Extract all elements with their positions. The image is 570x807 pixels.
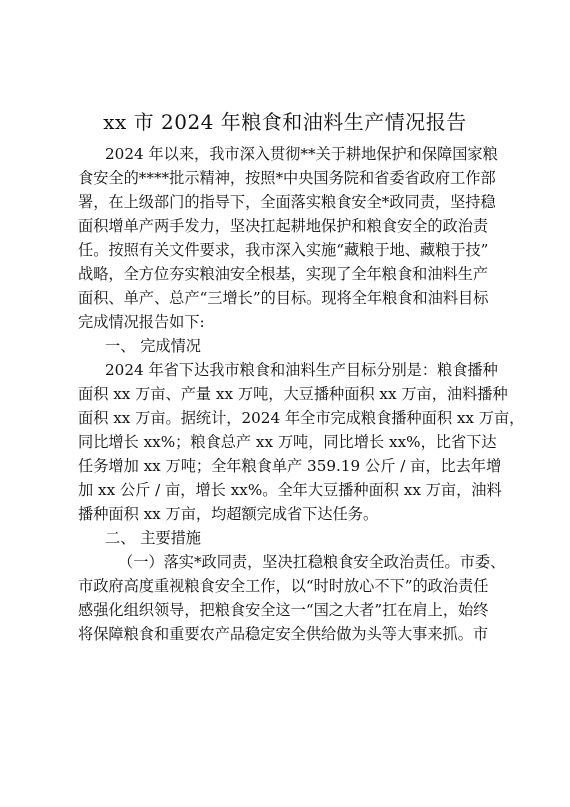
section-heading: 一、 完成情况 [105,337,201,355]
intro-line: 食安全的****批示精神，按照*中央国务院和省委省政府工作部 [78,169,496,187]
section-line: 感强化组织领导，把粮食安全这一“国之大者”扛在肩上，始终 [78,601,489,619]
section-line: （一）落实*政同责，坚决扛稳粮食安全政治责任。市委、 [118,553,506,571]
section-line: 市政府高度重视粮食安全工作，以“时时放心不下”的政治责任 [78,577,489,595]
document-title: xx 市 2024 年粮食和油料生产情况报告 [103,110,467,134]
section-line: 面积 xx 万亩、产量 xx 万吨，大豆播种面积 xx 万亩，油料播种 [78,385,508,403]
section-line: 将保障粮食和重要农产品稳定安全供给做为头等大事来抓。市 [78,625,489,643]
section-heading: 二、 主要措施 [105,529,201,547]
section-line: 播种面积 xx 万亩，均超额完成省下达任务。 [78,505,379,523]
intro-line: 任。按照有关文件要求，我市深入实施“藏粮于地、藏粮于技” [78,241,489,259]
section-line: 任务增加 xx 万吨；全年粮食单产 359.19 公斤 / 亩，比去年增 [78,457,502,475]
intro-line: 面积、单产、总产“三增长”的目标。现将全年粮食和油料目标 [78,289,489,307]
section-line: 面积 xx 万亩。据统计，2024 年全市完成粮食播种面积 xx 万亩， [78,409,525,427]
intro-line: 面积增单产两手发力，坚决扛起耕地保护和粮食安全的政治责 [78,217,489,235]
section-line: 同比增长 xx%；粮食总产 xx 万吨，同比增长 xx%，比省下达 [78,433,497,451]
intro-line: 2024 年以来，我市深入贯彻**关于耕地保护和保障国家粮 [105,145,498,163]
section-line: 加 xx 公斤 / 亩，增长 xx%。全年大豆播种面积 xx 万亩，油料 [78,481,502,499]
intro-line: 署，在上级部门的指导下，全面落实粮食安全*政同责，坚持稳 [78,193,496,211]
intro-line: 战略，全方位夯实粮油安全根基，实现了全年粮食和油料生产 [78,265,489,283]
section-line: 2024 年省下达我市粮食和油料生产目标分别是：粮食播种 [105,361,498,379]
intro-line: 完成情况报告如下: [78,313,205,331]
